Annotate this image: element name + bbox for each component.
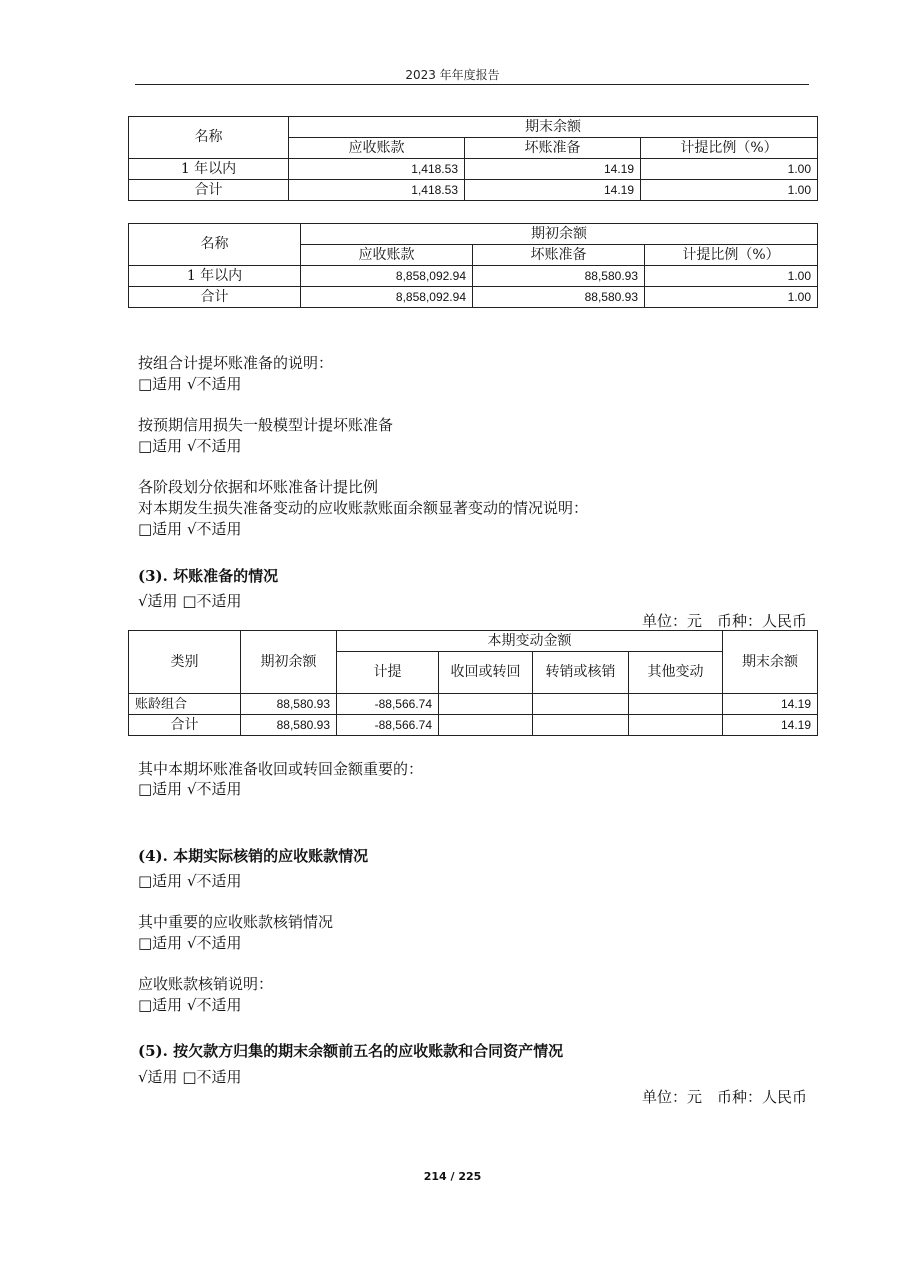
applicability-checkbox: √适用 □不适用 bbox=[138, 592, 242, 610]
bad-debt-header: 坏账准备 bbox=[465, 138, 641, 159]
writeoff-value bbox=[533, 694, 629, 715]
receivable-header: 应收账款 bbox=[289, 138, 465, 159]
opening-header: 期初余额 bbox=[241, 631, 337, 694]
bad-debt-value: 88,580.93 bbox=[473, 266, 645, 287]
closing-header: 期末余额 bbox=[723, 631, 818, 694]
table-row bbox=[129, 180, 818, 201]
other-change-header: 其他变动 bbox=[629, 652, 723, 694]
opening-balance-table bbox=[128, 223, 818, 308]
table-row bbox=[129, 715, 818, 736]
writeoff-header: 转销或核销 bbox=[533, 652, 629, 694]
report-title: 2023 年年度报告 bbox=[405, 68, 500, 82]
recovered-value bbox=[439, 694, 533, 715]
applicability-checkbox: □适用 √不适用 bbox=[138, 934, 242, 952]
unit-currency-label: 单位：元 币种：人民币 bbox=[641, 612, 807, 630]
category-cell: 合计 bbox=[129, 715, 241, 736]
applicability-checkbox: √适用 □不适用 bbox=[138, 1068, 242, 1086]
row-name: 1 年以内 bbox=[129, 159, 289, 180]
opening-balance-header: 期初余额 bbox=[301, 224, 818, 245]
section-4-heading: (4). 本期实际核销的应收账款情况 bbox=[138, 847, 369, 865]
combo-description-label: 按组合计提坏账准备的说明： bbox=[138, 354, 334, 372]
unit-currency-label: 单位：元 币种：人民币 bbox=[641, 1088, 807, 1106]
recovered-header: 收回或转回 bbox=[439, 652, 533, 694]
page-number: 214 / 225 bbox=[423, 1170, 482, 1183]
row-name: 合计 bbox=[129, 287, 301, 308]
bad-debt-value: 88,580.93 bbox=[473, 287, 645, 308]
category-cell: 账龄组合 bbox=[129, 694, 241, 715]
closing-value: 14.19 bbox=[723, 694, 818, 715]
recovered-value bbox=[439, 715, 533, 736]
other-change-value bbox=[629, 715, 723, 736]
receivable-header: 应收账款 bbox=[301, 245, 473, 266]
receivable-value: 8,858,092.94 bbox=[301, 266, 473, 287]
writeoff-description-label: 应收账款核销说明： bbox=[138, 975, 274, 993]
recovery-important-label: 其中本期坏账准备收回或转回金额重要的： bbox=[138, 760, 424, 778]
change-amount-header: 本期变动金额 bbox=[337, 631, 723, 652]
applicability-checkbox: □适用 √不适用 bbox=[138, 872, 242, 890]
stage-basis-label: 各阶段划分依据和坏账准备计提比例 bbox=[138, 478, 379, 496]
accrual-header: 计提 bbox=[337, 652, 439, 694]
bad-debt-value: 14.19 bbox=[465, 159, 641, 180]
opening-value: 88,580.93 bbox=[241, 715, 337, 736]
table-row bbox=[129, 159, 818, 180]
receivable-value: 1,418.53 bbox=[289, 180, 465, 201]
header-divider bbox=[135, 84, 809, 85]
accrual-value: -88,566.74 bbox=[337, 715, 439, 736]
category-header: 类别 bbox=[129, 631, 241, 694]
receivable-value: 8,858,092.94 bbox=[301, 287, 473, 308]
ratio-header: 计提比例（%） bbox=[641, 138, 818, 159]
ratio-value: 1.00 bbox=[641, 159, 818, 180]
row-name: 合计 bbox=[129, 180, 289, 201]
applicability-checkbox: □适用 √不适用 bbox=[138, 375, 242, 393]
closing-value: 14.19 bbox=[723, 715, 818, 736]
closing-balance-header: 期末余额 bbox=[289, 117, 818, 138]
bad-debt-movement-table bbox=[128, 630, 818, 736]
table-row bbox=[129, 287, 818, 308]
closing-balance-table bbox=[128, 116, 818, 201]
receivable-value: 1,418.53 bbox=[289, 159, 465, 180]
bad-debt-header: 坏账准备 bbox=[473, 245, 645, 266]
table-row bbox=[129, 266, 818, 287]
writeoff-important-label: 其中重要的应收账款核销情况 bbox=[138, 913, 334, 931]
writeoff-value bbox=[533, 715, 629, 736]
bad-debt-value: 14.19 bbox=[465, 180, 641, 201]
significant-change-label: 对本期发生损失准备变动的应收账款账面余额显著变动的情况说明： bbox=[138, 499, 589, 517]
ratio-value: 1.00 bbox=[641, 180, 818, 201]
other-change-value bbox=[629, 694, 723, 715]
name-header: 名称 bbox=[129, 117, 289, 159]
applicability-checkbox: □适用 √不适用 bbox=[138, 520, 242, 538]
section-3-heading: (3). 坏账准备的情况 bbox=[138, 567, 279, 585]
applicability-checkbox: □适用 √不适用 bbox=[138, 996, 242, 1014]
ratio-value: 1.00 bbox=[645, 287, 818, 308]
applicability-checkbox: □适用 √不适用 bbox=[138, 780, 242, 798]
section-5-heading: (5). 按欠款方归集的期末余额前五名的应收账款和合同资产情况 bbox=[138, 1042, 564, 1060]
ratio-header: 计提比例（%） bbox=[645, 245, 818, 266]
name-header: 名称 bbox=[129, 224, 301, 266]
row-name: 1 年以内 bbox=[129, 266, 301, 287]
opening-value: 88,580.93 bbox=[241, 694, 337, 715]
expected-loss-label: 按预期信用损失一般模型计提坏账准备 bbox=[138, 416, 394, 434]
table-row bbox=[129, 694, 818, 715]
applicability-checkbox: □适用 √不适用 bbox=[138, 437, 242, 455]
accrual-value: -88,566.74 bbox=[337, 694, 439, 715]
ratio-value: 1.00 bbox=[645, 266, 818, 287]
